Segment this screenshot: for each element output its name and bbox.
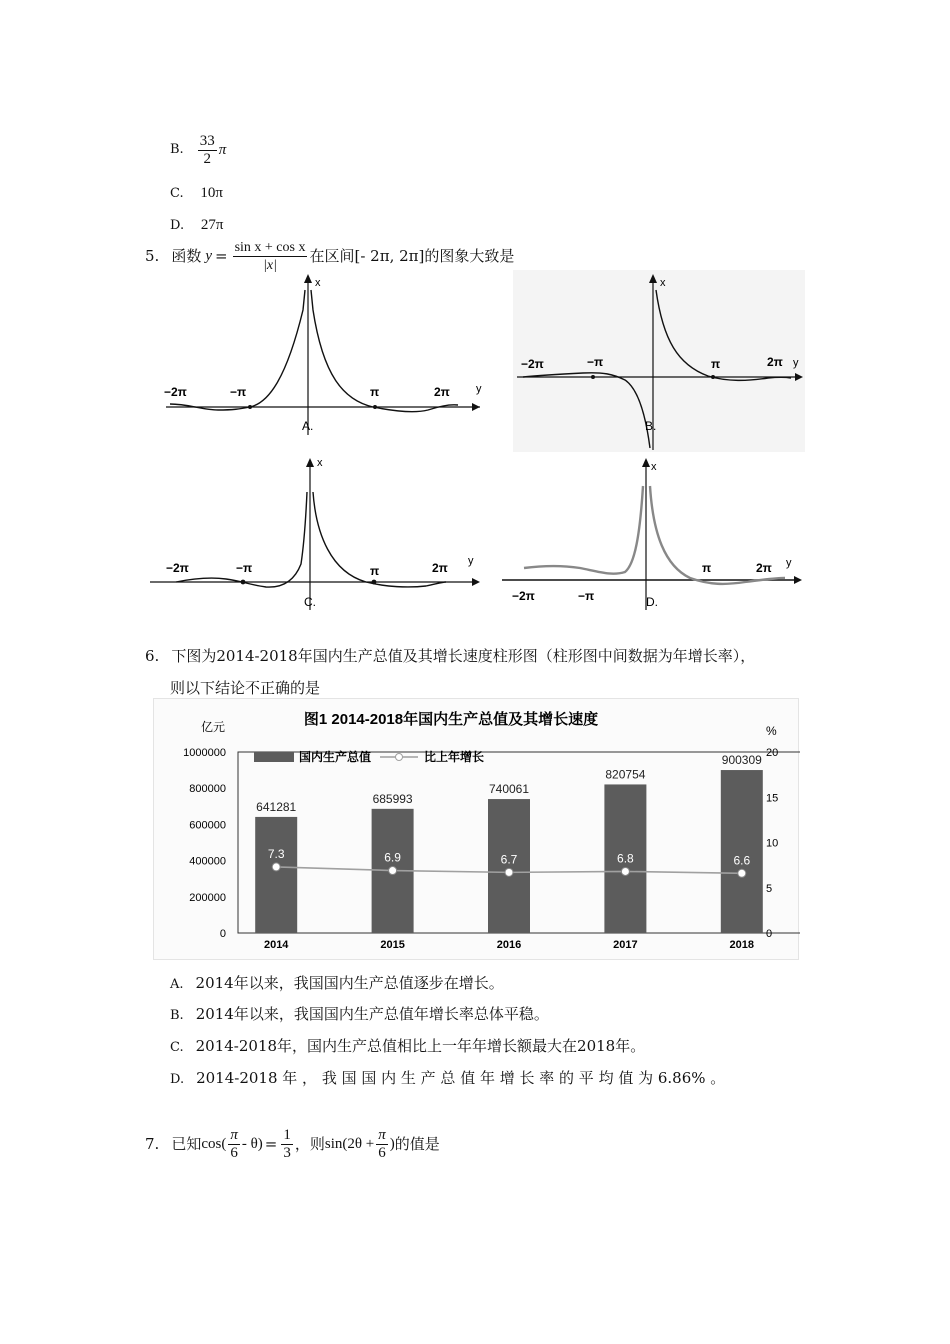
graph-d-tick-neg2pi: −2π: [512, 589, 535, 603]
q6-stem-line1: [145, 646, 755, 666]
q4-option-c-label: C.: [170, 186, 184, 201]
q5-interval: 在区间[- 2π, 2π]的图象大致是: [309, 247, 515, 265]
graph-d-curve-left: [524, 486, 643, 574]
legend-bar-swatch: [254, 752, 294, 762]
right-tick-label: 20: [766, 747, 779, 759]
q7-one-third: [281, 1127, 293, 1162]
right-tick-label: 0: [766, 928, 773, 940]
gdp-bar-value-label: 641281: [256, 799, 297, 814]
chart-title: 图1 2014-2018年国内生产总值及其增长速度: [303, 711, 599, 728]
q6-option-b-label: B.: [170, 1008, 184, 1023]
q5-eq: =: [215, 247, 228, 265]
growth-rate-point: [272, 863, 280, 871]
graph-c-tick-2pi: 2π: [432, 561, 448, 575]
q6-line1: 下图为2014-2018年国内生产总值及其增长速度柱形图（柱形图中间数据为年增长率），: [171, 647, 756, 665]
q7-then: ，则: [294, 1135, 325, 1153]
q6-option-c: [170, 1036, 645, 1058]
graph-a-option-label: A.: [302, 419, 314, 433]
graph-c-tick-pi: π: [370, 564, 380, 578]
left-tick-label: 400000: [189, 855, 226, 868]
q7-frac-b-den: 3: [283, 1144, 291, 1161]
q5-numerator: sin x + cos x: [234, 239, 306, 255]
q7-frac-c-num: π: [378, 1126, 386, 1143]
graph-b-tick-negpi: −π: [587, 355, 604, 369]
x-tick-label: 2018: [729, 939, 755, 951]
graph-b-curve-left: [523, 373, 650, 448]
graph-c-tick-neg2pi: −2π: [166, 561, 189, 575]
graph-a-tick-negpi: −π: [230, 385, 247, 399]
q4-option-d-value: 27π: [200, 217, 224, 233]
growth-rate-label: 6.7: [500, 852, 518, 867]
q5-number: 5.: [145, 247, 160, 265]
left-tick-label: 0: [219, 928, 226, 940]
x-tick-label: 2017: [613, 939, 638, 951]
q4-option-b-label: B.: [170, 142, 184, 157]
q6-option-d: [170, 1068, 725, 1090]
q4-option-b: [170, 128, 226, 172]
growth-rate-point: [621, 867, 629, 875]
graph-d-option-label: D.: [646, 595, 658, 609]
graph-a-plot: [158, 270, 490, 438]
q6-stem-line2: [170, 678, 320, 698]
graph-b: [513, 270, 805, 452]
right-tick-label: 5: [766, 882, 773, 895]
left-tick-label: 800000: [189, 783, 226, 796]
graph-b-tick-2pi: 2π: [767, 355, 783, 369]
q6-option-b-text: 2014年以来，我国国内生产总值年增长率总体平稳。: [195, 1005, 549, 1023]
gdp-chart-svg: [154, 699, 800, 961]
gdp-bar-value-label: 820754: [605, 767, 646, 782]
q7-frac-a-num: π: [230, 1126, 238, 1143]
q6-number: 6.: [145, 647, 160, 665]
graph-b-x-label: y: [793, 357, 799, 369]
left-tick-label: 200000: [189, 891, 226, 904]
growth-rate-point: [505, 868, 513, 876]
q7-eq: =: [264, 1135, 278, 1153]
q5-y: y: [205, 248, 212, 264]
legend-line-marker: [396, 754, 403, 761]
growth-rate-point: [389, 867, 397, 875]
gdp-bar-value-label: 685993: [372, 791, 413, 806]
q4-option-c-value: 10π: [200, 185, 223, 201]
growth-rate-point: [738, 869, 746, 877]
graph-c-option-label: C.: [304, 595, 316, 609]
graph-b-tick-neg2pi: −2π: [521, 357, 544, 371]
growth-rate-label: 6.6: [733, 853, 751, 868]
q7-stem: [145, 1122, 440, 1166]
graph-a-tick-neg2pi: −2π: [164, 385, 187, 399]
q7-close: ): [389, 1136, 395, 1152]
q6-option-a: [170, 973, 504, 995]
graph-d-x-label: y: [786, 557, 792, 569]
q6-option-c-text: 2014-2018年，国内生产总值相比上一年年增长额最大在2018年。: [195, 1037, 646, 1055]
legend-line-label: 比上年增长: [424, 750, 485, 764]
x-tick-label: 2014: [263, 939, 289, 951]
graph-b-plot: [513, 270, 805, 452]
q4-option-d: [170, 214, 223, 236]
graph-c: [146, 454, 486, 612]
q4-option-b-fraction: [198, 133, 217, 168]
q4-b-denominator: 2: [203, 150, 211, 167]
graph-d-plot: [500, 454, 805, 612]
q7-pi-over-6-a: [228, 1127, 240, 1162]
graph-d-tick-2pi: 2π: [756, 561, 772, 575]
gdp-bar-value-label: 740061: [488, 782, 530, 797]
graph-a-tick-pi: π: [370, 385, 380, 399]
graph-a: [158, 270, 490, 438]
q7-prefix: 已知: [171, 1135, 202, 1153]
chart-left-unit: 亿元: [201, 720, 226, 734]
q5-prefix: 函数: [171, 247, 202, 265]
gdp-bar: [721, 770, 763, 933]
graph-c-plot: [146, 454, 486, 612]
q6-option-c-label: C.: [170, 1040, 184, 1055]
q4-option-c: [170, 182, 223, 204]
graph-d: [500, 454, 805, 612]
graph-b-y-label: x: [660, 277, 666, 289]
q7-suffix: 的值是: [394, 1135, 440, 1153]
graph-b-tick-pi: π: [711, 357, 721, 371]
q7-sin: sin(2θ +: [324, 1136, 375, 1152]
graph-a-tick-2pi: 2π: [434, 385, 450, 399]
graph-a-x-label: y: [476, 383, 482, 395]
q4-b-numerator: 33: [199, 132, 215, 149]
left-tick-label: 1000000: [183, 747, 226, 759]
graph-d-tick-negpi: −π: [578, 589, 595, 603]
q5-fraction: [233, 239, 308, 274]
q7-frac-b-num: 1: [283, 1126, 291, 1143]
graph-a-y-label: x: [315, 277, 321, 289]
graph-b-option-label: B.: [645, 419, 657, 433]
q4-b-pi: π: [218, 142, 227, 158]
right-tick-label: 10: [766, 837, 779, 850]
right-tick-label: 15: [766, 792, 779, 805]
q6-option-d-text: 2014-2018 年 ， 我 国 国 内 生 产 总 值 年 增 长 率 的 平 均 值 为 6.86% 。: [196, 1069, 726, 1087]
graph-c-x-label: y: [468, 555, 474, 567]
growth-rate-label: 6.8: [617, 851, 634, 866]
chart-right-unit: %: [766, 724, 777, 738]
q6-line2: 则以下结论不正确的是: [170, 679, 321, 697]
graph-c-curve-right: [313, 492, 446, 587]
graph-d-tick-pi: π: [702, 561, 712, 575]
q6-option-b: [170, 1004, 549, 1026]
legend-bar-label: 国内生产总值: [299, 750, 372, 764]
q4-option-d-label: D.: [170, 218, 185, 233]
q6-option-a-label: A.: [170, 977, 184, 992]
x-tick-label: 2015: [380, 939, 405, 951]
left-tick-label: 600000: [189, 819, 226, 832]
q6-option-a-text: 2014年以来，我国国内生产总值逐步在增长。: [195, 974, 504, 992]
q7-number: 7.: [145, 1135, 160, 1153]
q6-option-d-label: D.: [170, 1072, 185, 1087]
graph-d-y-label: x: [651, 461, 657, 473]
q5-denominator: |x|: [263, 257, 277, 273]
q7-frac-a-den: 6: [230, 1144, 238, 1161]
q7-frac-c-den: 6: [378, 1144, 386, 1161]
gdp-chart: [153, 698, 799, 960]
q7-pi-over-6-b: [376, 1127, 388, 1162]
growth-rate-label: 6.9: [384, 850, 401, 865]
x-tick-label: 2016: [496, 939, 522, 951]
graph-a-y-arrow: [304, 274, 312, 283]
q7-cos: cos(: [201, 1136, 227, 1152]
growth-rate-label: 7.3: [267, 846, 285, 861]
graph-c-y-label: x: [317, 457, 323, 469]
graph-a-x-arrow: [472, 403, 480, 411]
gdp-bar-value-label: 900309: [721, 753, 762, 768]
graph-c-tick-negpi: −π: [236, 561, 253, 575]
q7-minus-theta: - θ): [241, 1136, 263, 1152]
gdp-bar: [255, 817, 297, 933]
